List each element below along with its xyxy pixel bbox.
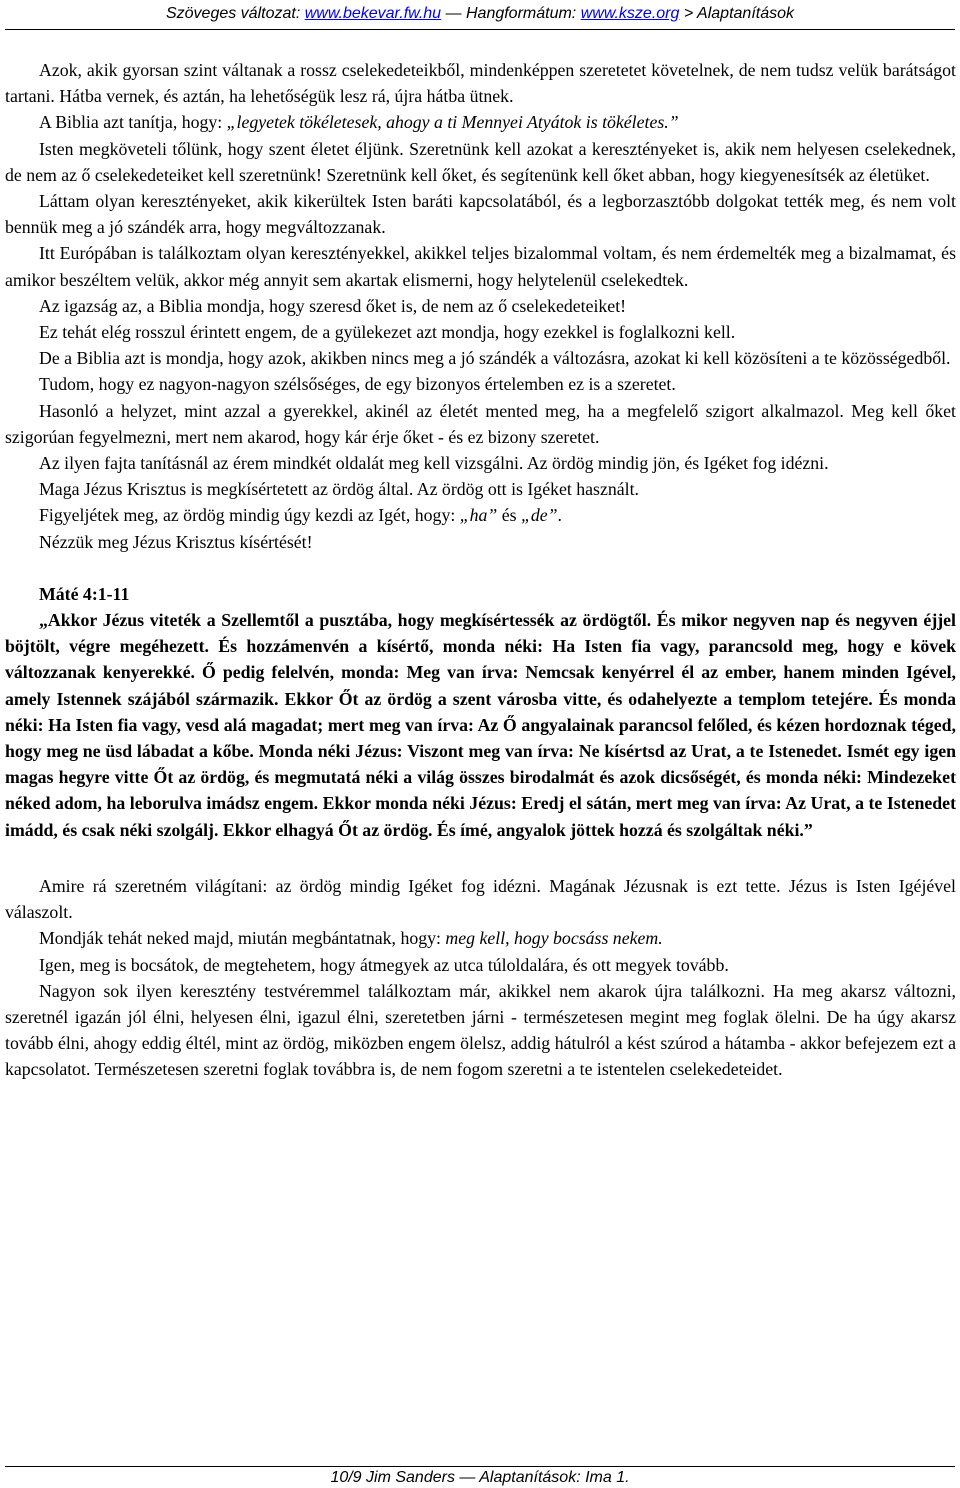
header-text-label: Szöveges változat:: [165, 5, 301, 22]
paragraph: Isten megköveteli tőlünk, hogy szent életet éljünk. Szeretnünk kell azokat a keresztényeket is, akik nem helyesen cselekednek, de nem az ő cselekedeteiket kell szeretnünk! Szeretnünk kell őket, és segítenünk kell őket abban, hogy kiegyenesítsék az életüket.: [5, 138, 956, 185]
bekevar-link[interactable]: www.bekevar.fw.hu: [304, 5, 442, 22]
paragraph: Láttam olyan keresztényeket, akik kikerültek Isten baráti kapcsolatából, és a legborzasztóbb dolgokat tették meg, és nem volt bennük meg a jó szándék arra, hogy megváltozzanak.: [5, 191, 956, 238]
paragraph: Nagyon sok ilyen keresztény testvéremmel találkoztam már, akikkel nem akarok újra találkozni. Ha meg akarsz változni, szeretnél igazán jól élni, helyesen élni, igazul élni, szeretetben járni - természetesen megint meg foglak ölelni. De ha úgy akarsz tovább élni, ahogy eddig éltél, mint az ördög, miközben engem ölelsz, addig hátulról a kést szúrod a hátamba - akkor befejezem ezt a kapcsolatot. Természetesen szeretni foglak továbbra is, de nem fogom szeretni a te istentelen cselekedeteidet.: [5, 980, 956, 1080]
paragraph: Igen, meg is bocsátok, de megtehetem, hogy átmegyek az utca túloldalára, és ott megyek tovább.: [39, 954, 729, 975]
paragraph: Itt Európában is találkoztam olyan keresztényekkel, akikkel teljes bizalommal voltam, és nem érdemelték meg a bizalmamat, és amikor beszéltem velük, akkor még annyit sem akartak elismerni, hogy helytelenül cselekedtek.: [5, 243, 956, 290]
paragraph-text: .: [557, 505, 562, 526]
paragraph: Ez tehát elég rosszul érintett engem, de a gyülekezet azt mondja, hogy ezekkel is foglalkozni kell.: [39, 322, 736, 343]
paragraph: Az igazság az, a Biblia mondja, hogy szeresd őket is, de nem az ő cselekedeteiket!: [39, 295, 627, 316]
scripture-reference: Máté 4:1-11: [39, 583, 130, 604]
header-breadcrumb: > Alaptanítások: [683, 5, 795, 22]
bible-quote-inline: „legyetek tökéletesek, ahogy a ti Mennyei Atyátok is tökéletes.”: [226, 112, 679, 133]
paragraph: De a Biblia azt is mondja, hogy azok, akikben nincs meg a jó szándék a változásra, azokat ki kell közösíteni a te közösségedből.: [39, 348, 951, 369]
header-audio-label: Hangformátum:: [465, 5, 577, 22]
header-rule: [5, 29, 955, 30]
paragraph-text: Figyeljétek meg, az ördög mindig úgy kezdi az Igét, hogy:: [39, 505, 460, 526]
page-footer: 10/9 Jim Sanders — Alaptanítások: Ima 1.: [330, 1469, 630, 1486]
paragraph: [5, 925, 956, 951]
quote-word-de: „de”: [520, 505, 558, 526]
paragraph: Hasonló a helyzet, mint azzal a gyerekkel, akinél az életét mented meg, ha a megfelelő szigort alkalmazol. Meg kell őket szigorúan fegyelmezni, mert nem akarod, hogy kár érje őket - és ez bizony szeretet.: [5, 400, 956, 447]
paragraph: Maga Jézus Krisztus is megkísértetett az ördög által. Az ördög ott is Igéket használt.: [39, 479, 639, 500]
paragraph: Az ilyen fajta tanításnál az érem mindkét oldalát meg kell vizsgálni. Az ördög mindig jön, és Igéket fog idézni.: [39, 453, 829, 474]
ksze-link[interactable]: www.ksze.org: [580, 5, 680, 22]
paragraph-text: A Biblia azt tanítja, hogy:: [39, 112, 227, 133]
paragraph: Azok, akik gyorsan szint váltanak a rossz cselekedeteikből, mindenképpen szeretetet követelnek, de nem tudsz velük barátságot tartani. Hátba vernek, és aztán, ha lehetőségük lesz rá, újra hátba ütnek.: [5, 60, 956, 107]
spacer: [5, 555, 956, 581]
spacer: [5, 843, 956, 873]
footer-rule: [5, 1466, 955, 1467]
scripture-quote: „Akkor Jézus viteték a Szellemtől a pusztába, hogy megkísértessék az ördögtől. És mikor negyven nap és negyven éjjel böjtölt, végre megéhezett. És hozzámenvén a kísértő, monda néki: Ha Isten fia vagy, parancsold meg, hogy e kövek változzanak kenyerekké. Ő pedig felelvén, monda: Meg van írva: Nemcsak kenyérrel él az ember, hanem minden Igével, amely Istennek szájából származik. Ekkor Őt az ördög a szent városba vitte, és odahelyezte a templom tetejére. És monda néki: Ha Isten fia vagy, vesd alá magadat; mert meg van írva: Az Ő angyalainak parancsol felőled, és kézen hordoznak téged, hogy meg ne üsd lábadat a kőbe. Monda néki Jézus: Viszont meg van írva: Ne kísértsd az Urat, a te Istenedet. Ismét egy igen magas hegyre vitte Őt az ördög, és megmutatá néki a világ összes birodalmát és azok dicsőségét, és monda néki: Mindezeket néked adom, ha leborulva imádsz engem. Ekkor monda néki Jézus: Eredj el sátán, mert meg van írva: Az Urat, a te Istenedet imádd, és csak néki szolgálj. Ekkor elhagyá Őt az ördög. És ímé, angyalok jöttek hozzá és szolgáltak néki.”: [5, 610, 956, 840]
document-body: [5, 57, 956, 1083]
italic-phrase: meg kell, hogy bocsáss nekem.: [445, 928, 663, 949]
paragraph-text: és: [497, 505, 521, 526]
quote-word-ha: „ha”: [459, 505, 498, 526]
paragraph: Tudom, hogy ez nagyon-nagyon szélsőséges, de egy bizonyos értelemben ez is a szeretet.: [39, 374, 676, 395]
header-separator: —: [445, 5, 462, 22]
paragraph: [5, 109, 956, 135]
paragraph-text: Mondják tehát neked majd, miután megbántatnak, hogy:: [39, 928, 446, 949]
paragraph: [5, 502, 956, 528]
page-header: [0, 4, 960, 26]
paragraph: Amire rá szeretném világítani: az ördög mindig Igéket fog idézni. Magának Jézusnak is ezt tette. Jézus is Isten Igéjével válaszolt.: [5, 875, 956, 923]
paragraph: Nézzük meg Jézus Krisztus kísértését!: [39, 531, 313, 552]
